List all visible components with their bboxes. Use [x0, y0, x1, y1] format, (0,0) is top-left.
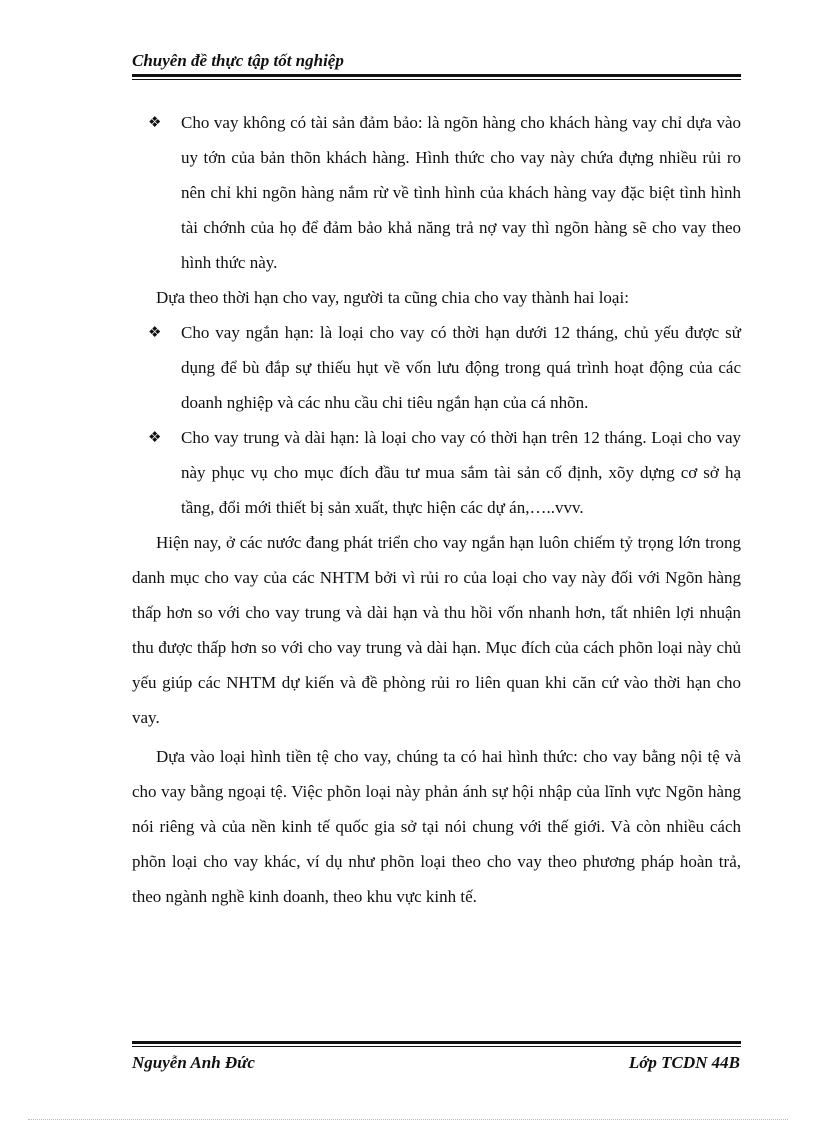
- footer-author: Nguyễn Anh Đức: [132, 1053, 255, 1072]
- bullet-item: [132, 105, 741, 280]
- bullet-item: [132, 315, 741, 420]
- footer-rule: [132, 1041, 741, 1047]
- bullet-text-long-term-loan: Cho vay trung và dài hạn: là loại cho vay có thời hạn trên 12 tháng. Loại cho vay này phục vụ cho mục đích đầu tư mua sắm tài sản cố định, xõy dựng cơ sở hạ tầng, đổi mới thiết bị sản xuất, thực hiện các dự án,…..vvv.: [181, 428, 741, 517]
- paragraph-short-term-dominance: Hiện nay, ở các nước đang phát triển cho vay ngắn hạn luôn chiếm tỷ trọng lớn trong danh mục cho vay của các NHTM bởi vì rủi ro của loại cho vay này đối với Ngõn hàng thấp hơn so với cho vay trung và dài hạn và thu hồi vốn nhanh hơn, tất nhiên lợi nhuận thu được thấp hơn so với cho vay trung và dài hạn. Mục đích của cách phõn loại này chủ yếu giúp các NHTM dự kiến và đề phòng rủi ro liên quan khi căn cứ vào thời hạn cho vay.: [132, 533, 741, 727]
- page-header-title: Chuyên đề thực tập tốt nghiệp: [132, 51, 344, 70]
- paragraph-loan-term-intro: Dựa theo thời hạn cho vay, người ta cũng chia cho vay thành hai loại:: [156, 288, 629, 307]
- header-rule: [132, 74, 741, 80]
- bullet-text-unsecured-loan: Cho vay không có tài sản đảm bảo: là ngõn hàng cho khách hàng vay chỉ dựa vào uy tớn của bản thõn khách hàng. Hình thức cho vay này chứa đựng nhiều rủi ro nên chỉ khi ngõn hàng nắm rừ về tình hình của khách hàng vay đặc biệt tình hình tài chớnh của họ để đảm bảo khả năng trả nợ vay thì ngõn hàng sẽ cho vay theo hình thức này.: [181, 113, 741, 272]
- diamond-bullet-icon: ❖: [148, 113, 162, 131]
- bullet-item: [132, 420, 741, 525]
- footer-class: Lớp TCDN 44B: [628, 1053, 740, 1072]
- bullet-text-short-term-loan: Cho vay ngắn hạn: là loại cho vay có thời hạn dưới 12 tháng, chủ yếu được sử dụng để bù đắp sự thiếu hụt về vốn lưu động trong quá trình hoạt động của các doanh nghiệp và các nhu cầu chi tiêu ngắn hạn của cá nhõn.: [181, 323, 741, 412]
- diamond-bullet-icon: ❖: [148, 323, 162, 341]
- document-body: [132, 105, 741, 914]
- page-bottom-dotted-line: [28, 1119, 788, 1120]
- paragraph-currency-classification: Dựa vào loại hình tiền tệ cho vay, chúng ta có hai hình thức: cho vay bằng nội tệ và cho vay bằng ngoại tệ. Việc phõn loại này phản ánh sự hội nhập của lĩnh vực Ngõn hàng nói riêng và của nền kinh tế quốc gia sở tại nói chung với thế giới. Và còn nhiều cách phõn loại cho vay khác, ví dụ như phõn loại theo cho vay theo phương pháp hoàn trả, theo ngành nghề kinh doanh, theo khu vực kinh tế.: [132, 747, 741, 906]
- diamond-bullet-icon: ❖: [148, 428, 162, 446]
